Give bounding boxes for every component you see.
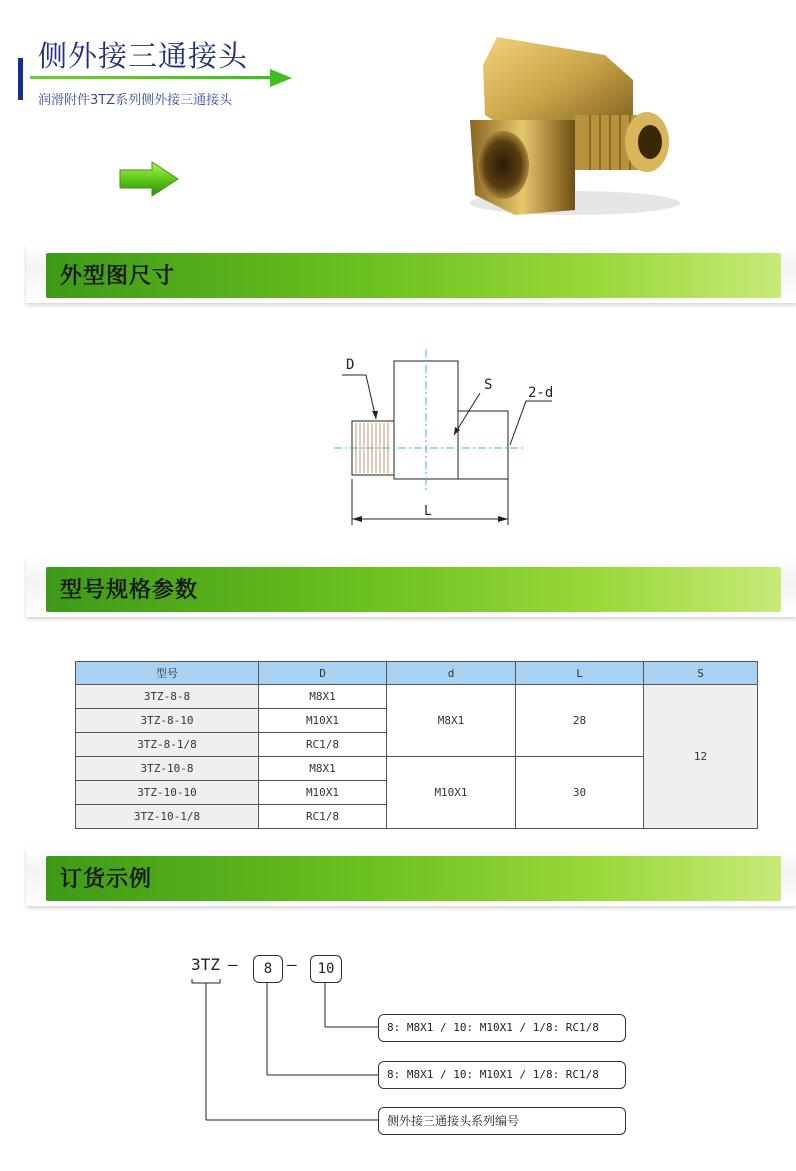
dimension-drawing	[330, 345, 570, 530]
section-title-dimensions: 外型图尺寸	[60, 264, 176, 289]
col-header-model: 型号	[76, 662, 259, 685]
cell-L: 28	[516, 685, 644, 757]
cell-model: 3TZ-10-1/8	[76, 805, 259, 829]
cell-D: M8X1	[259, 685, 387, 709]
order-desc-size: 8: M8X1 / 10: M10X1 / 1/8: RC1/8	[378, 1061, 626, 1089]
order-box-size: 8	[253, 955, 283, 983]
col-header-L: L	[516, 662, 644, 685]
order-box-thread: 10	[310, 955, 342, 983]
section-title-specs: 型号规格参数	[60, 578, 199, 603]
table-row	[76, 685, 758, 709]
header-accent-bar	[18, 58, 23, 100]
col-header-d: d	[387, 662, 516, 685]
drawing-label-2d: 2-d	[528, 385, 554, 401]
cell-S: 12	[644, 685, 758, 829]
cell-model: 3TZ-8-1/8	[76, 733, 259, 757]
table-header-row	[76, 662, 758, 685]
order-dash-1: —	[228, 955, 238, 974]
order-desc-series: 侧外接三通接头系列编号	[378, 1107, 626, 1135]
brass-tee-fitting-photo	[455, 25, 695, 220]
order-connector-lines	[190, 975, 390, 1125]
section-banner-order	[26, 848, 796, 906]
cell-model: 3TZ-10-10	[76, 781, 259, 805]
cell-D: M10X1	[259, 781, 387, 805]
cell-L: 30	[516, 757, 644, 829]
cell-model: 3TZ-10-8	[76, 757, 259, 781]
order-desc-thread: 8: M8X1 / 10: M10X1 / 1/8: RC1/8	[378, 1014, 626, 1042]
drawing-label-D: D	[346, 357, 355, 373]
cell-model: 3TZ-8-10	[76, 709, 259, 733]
cell-D: RC1/8	[259, 805, 387, 829]
green-arrow-icon	[118, 160, 180, 198]
page-subtitle: 润滑附件3TZ系列侧外接三通接头	[38, 93, 233, 108]
drawing-label-L: L	[424, 504, 432, 519]
col-header-D: D	[259, 662, 387, 685]
section-banner-dimensions	[26, 245, 796, 303]
cell-D: M10X1	[259, 709, 387, 733]
section-title-order: 订货示例	[60, 867, 153, 892]
cell-d: M10X1	[387, 757, 516, 829]
cell-D: M8X1	[259, 757, 387, 781]
order-prefix: 3TZ	[191, 955, 220, 974]
drawing-label-S: S	[484, 377, 493, 393]
page-title: 侧外接三通接头	[38, 39, 249, 73]
order-dash-2: —	[287, 955, 297, 974]
cell-D: RC1/8	[259, 733, 387, 757]
cell-model: 3TZ-8-8	[76, 685, 259, 709]
col-header-S: S	[644, 662, 758, 685]
section-banner-specs	[26, 559, 796, 617]
cell-d: M8X1	[387, 685, 516, 757]
spec-table	[75, 661, 758, 829]
title-underline-arrow-icon	[30, 68, 292, 88]
